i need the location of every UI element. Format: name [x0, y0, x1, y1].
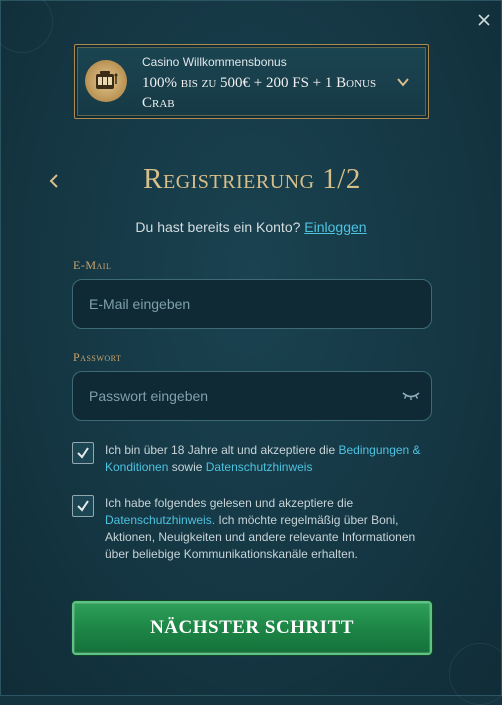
- marketing-consent-checkbox[interactable]: [72, 495, 94, 517]
- slot-machine-icon: [85, 60, 127, 102]
- terms-link[interactable]: Bedingungen & Konditionen: [105, 443, 421, 474]
- checkmark-icon: [75, 498, 91, 514]
- password-field[interactable]: [72, 371, 432, 421]
- bonus-label: Casino Willkommensbonus: [142, 55, 287, 69]
- next-step-label: NÄCHSTER SCHRITT: [150, 617, 354, 638]
- privacy-link[interactable]: Datenschutzhinweis.: [105, 513, 216, 527]
- marketing-consent-text: [105, 495, 435, 563]
- welcome-bonus-selector[interactable]: [74, 44, 429, 119]
- login-link[interactable]: Einloggen: [304, 219, 367, 235]
- page-title: Registrierung 1/2: [143, 163, 361, 195]
- eye-closed-icon[interactable]: [401, 388, 421, 402]
- password-label: Passwort: [73, 350, 122, 364]
- age-terms-checkbox[interactable]: [72, 442, 94, 464]
- login-prompt-text: Du hast bereits ein Konto?: [135, 219, 301, 235]
- consent-text: Ich möchte regelmäßig über Boni, Aktionen, Neuigkeiten und andere relevante Informationen über beliebige Kommunikationskanäle erhalten.: [105, 513, 416, 561]
- consent-text: Ich bin über 18 Jahre alt und akzeptiere die: [105, 443, 339, 457]
- consent-text: Ich habe folgendes gelesen und akzeptiere die: [105, 496, 354, 510]
- next-step-button[interactable]: [72, 601, 432, 655]
- close-icon: [478, 14, 490, 26]
- email-field[interactable]: [72, 279, 432, 329]
- title-row: [1, 163, 502, 203]
- login-prompt: [1, 219, 501, 235]
- corner-ornament: [0, 0, 53, 53]
- close-button[interactable]: [467, 1, 501, 39]
- age-terms-text: [105, 442, 435, 476]
- chevron-down-icon[interactable]: [396, 75, 410, 89]
- email-label: E-Mail: [73, 258, 112, 272]
- privacy-link[interactable]: Datenschutzhinweis: [205, 460, 313, 474]
- consent-text: sowie: [168, 460, 206, 474]
- bonus-title: 100% bis zu 500€ + 200 FS + 1 Bonus Crab: [142, 75, 377, 111]
- checkmark-icon: [75, 445, 91, 461]
